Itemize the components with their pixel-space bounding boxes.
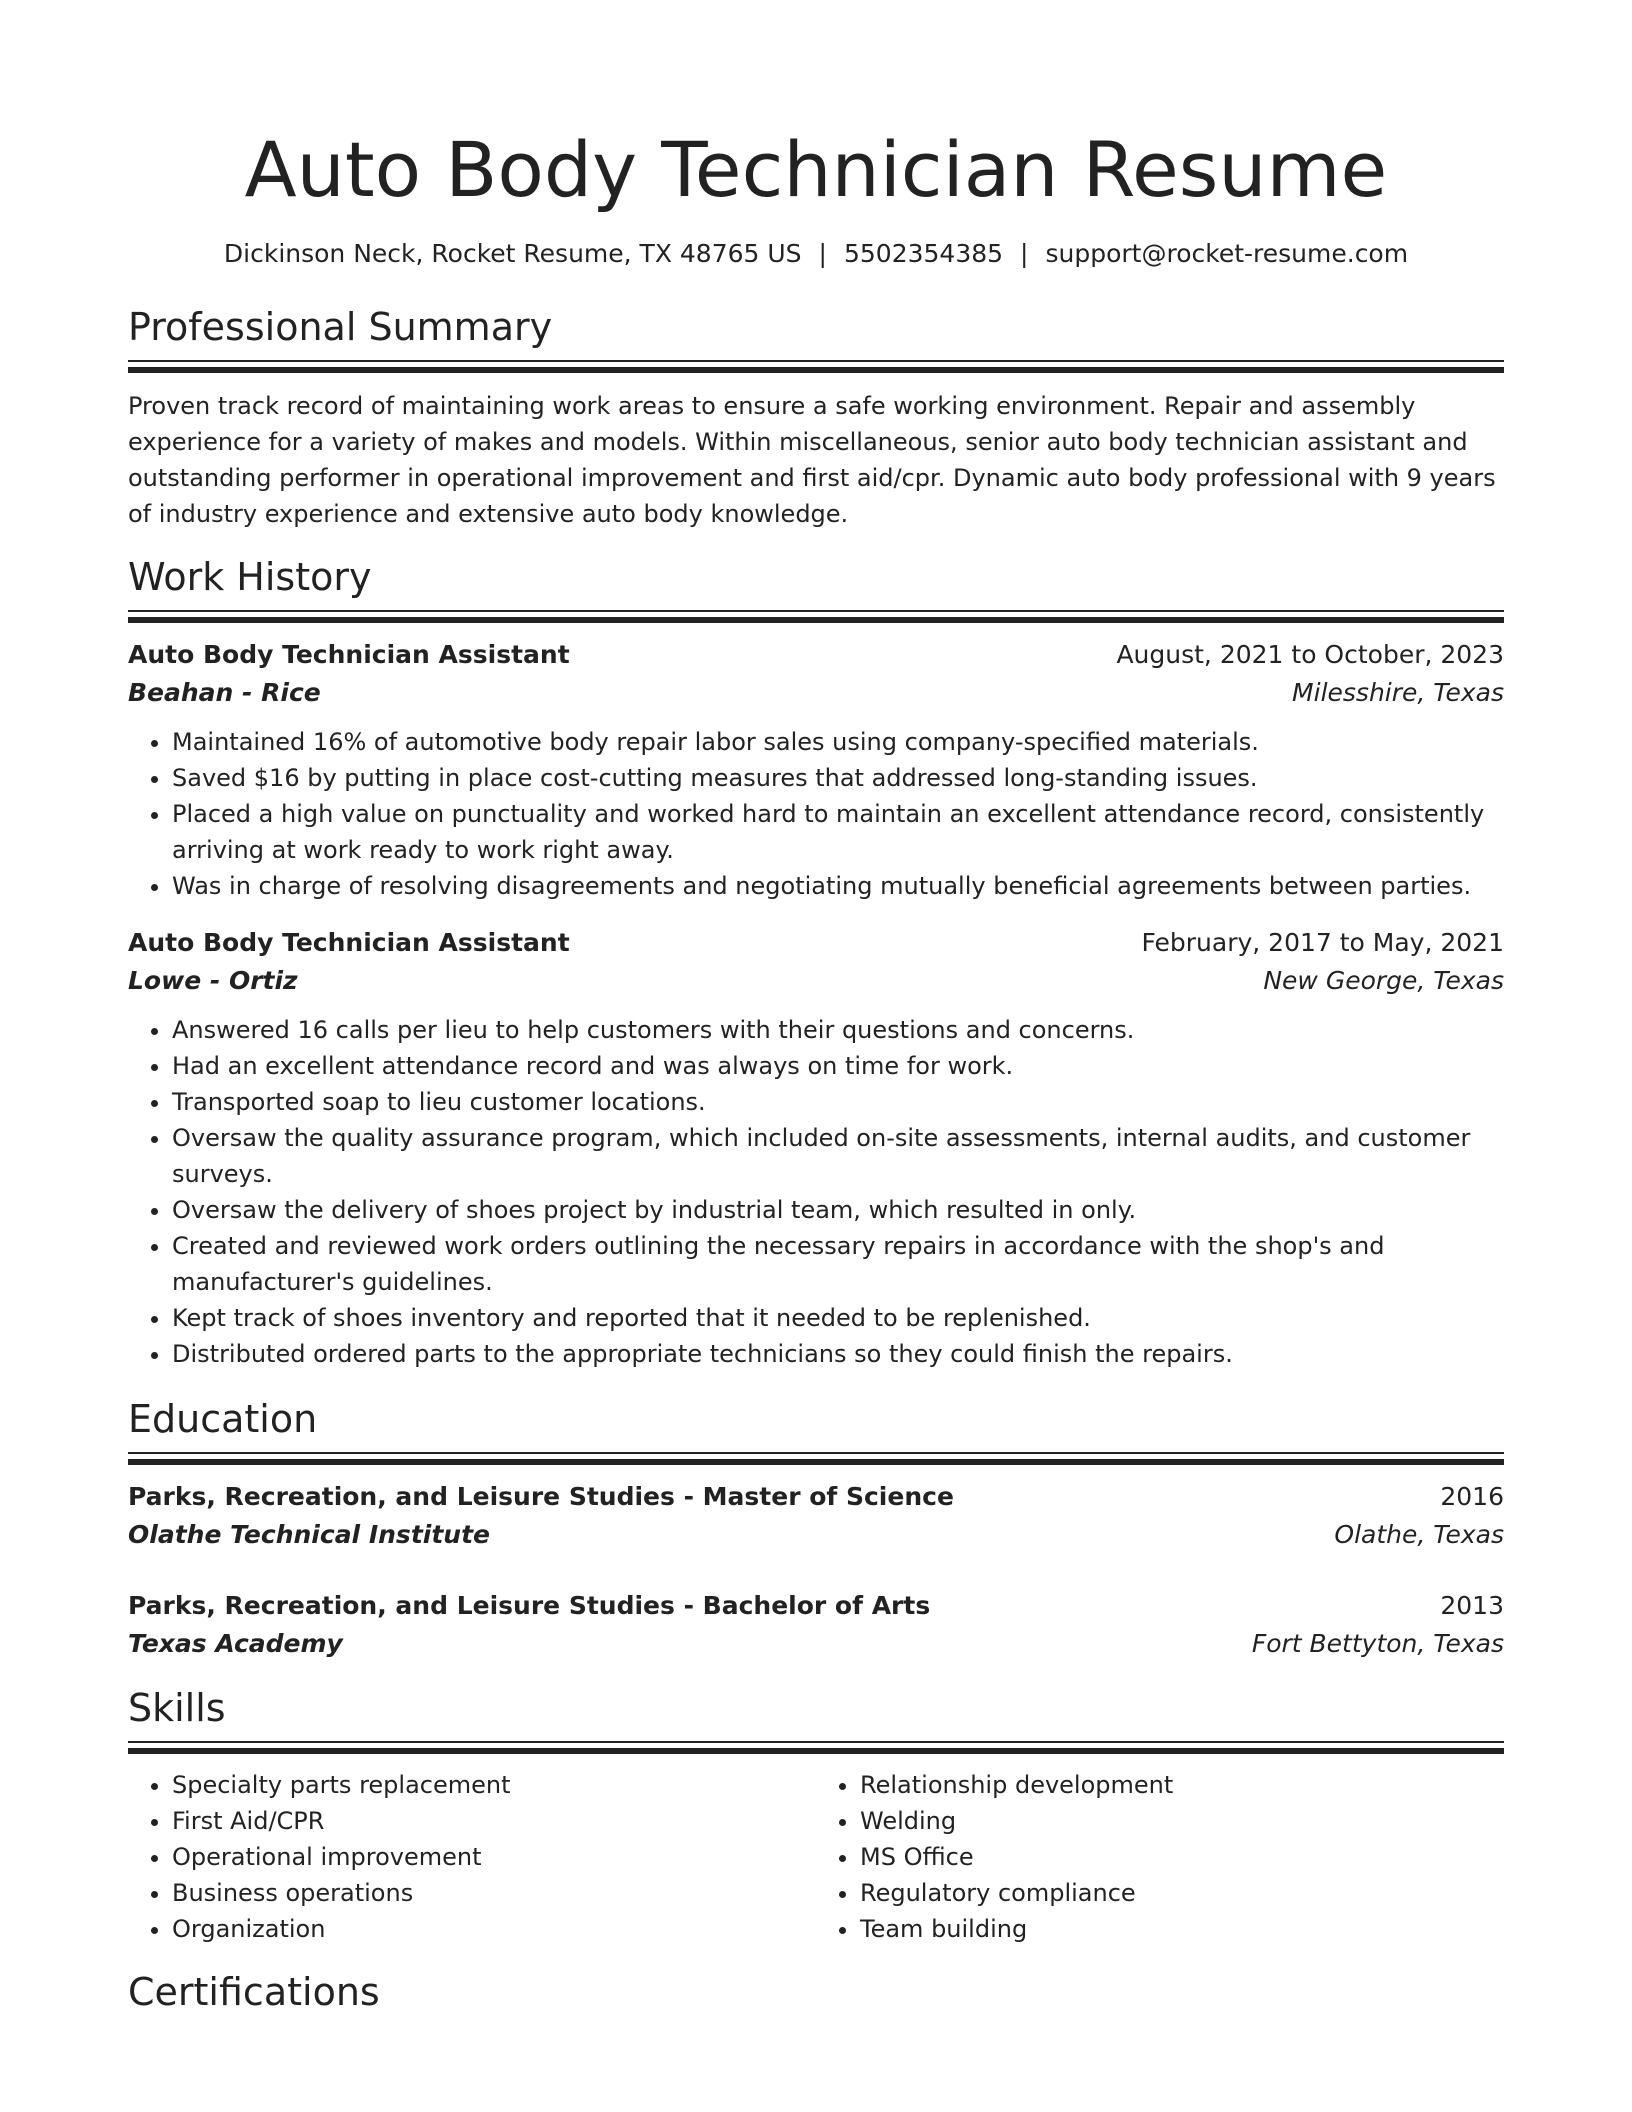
section-divider xyxy=(128,610,1504,622)
job-dates: August, 2021 to October, 2023 xyxy=(1116,640,1504,669)
skills-column-left xyxy=(128,1767,816,1947)
list-item: • Kept track of shoes inventory and reported that it needed to be replenished. xyxy=(172,1300,1504,1336)
list-item: • Saved $16 by putting in place cost-cutting measures that addressed long-standing issues. xyxy=(172,760,1504,796)
section-divider xyxy=(128,1452,1504,1464)
education-location: Fort Bettyton, Texas xyxy=(1251,1629,1504,1658)
list-item: • Transported soap to lieu customer locations. xyxy=(172,1084,1504,1120)
job-bullets xyxy=(128,1012,1504,1372)
job-company: Beahan - Rice xyxy=(128,678,321,707)
job-location: Milesshire, Texas xyxy=(1292,678,1504,707)
skill-item: • Welding xyxy=(860,1803,1504,1839)
job-entry xyxy=(128,924,1504,1372)
skills-heading: Skills xyxy=(128,1686,226,1730)
skill-item: • Specialty parts replacement xyxy=(172,1767,816,1803)
list-item: • Had an excellent attendance record and was always on time for work. xyxy=(172,1048,1504,1084)
list-item: • Oversaw the quality assurance program, which included on-site assessments, internal audits, and customer surveys. xyxy=(172,1120,1504,1192)
education-heading: Education xyxy=(128,1397,318,1441)
contact-address: Dickinson Neck, Rocket Resume, TX 48765 US xyxy=(223,239,802,268)
resume-title: Auto Body Technician Resume xyxy=(244,125,1388,214)
skill-item: • Team building xyxy=(860,1911,1504,1947)
job-title: Auto Body Technician Assistant xyxy=(128,928,570,957)
skills-grid xyxy=(128,1767,1504,1947)
work-section xyxy=(128,552,1504,1372)
job-title: Auto Body Technician Assistant xyxy=(128,640,570,669)
certifications-section xyxy=(128,1967,1504,2017)
education-school-row xyxy=(128,1625,1504,1663)
skill-item: • Regulatory compliance xyxy=(860,1875,1504,1911)
summary-text: Proven track record of maintaining work areas to ensure a safe working environment. Repair and assembly experience for a variety of makes and models. Within miscellaneous, senior auto body technician assistant and outstanding performer in operational improvement and first aid/cpr. Dynamic auto body professional with 9 years of industry experience and extensive auto body knowledge. xyxy=(128,392,1496,528)
skill-item: • MS Office xyxy=(860,1839,1504,1875)
list-item: • Maintained 16% of automotive body repair labor sales using company-specified materials. xyxy=(172,724,1504,760)
list-item: • Distributed ordered parts to the appropriate technicians so they could finish the repairs. xyxy=(172,1336,1504,1372)
education-header-row xyxy=(128,1478,1504,1516)
education-year: 2013 xyxy=(1440,1591,1504,1620)
list-item: • Oversaw the delivery of shoes project by industrial team, which resulted in only. xyxy=(172,1192,1504,1228)
job-entry xyxy=(128,636,1504,904)
summary-heading: Professional Summary xyxy=(128,305,553,349)
skill-item: • Business operations xyxy=(172,1875,816,1911)
education-degree: Parks, Recreation, and Leisure Studies - Master of Science xyxy=(128,1482,954,1511)
list-item: • Was in charge of resolving disagreements and negotiating mutually beneficial agreements between parties. xyxy=(172,868,1504,904)
job-company: Lowe - Ortiz xyxy=(128,966,298,995)
job-location: New George, Texas xyxy=(1263,966,1504,995)
education-entry xyxy=(128,1478,1504,1554)
education-school: Olathe Technical Institute xyxy=(128,1520,490,1549)
list-item: • Answered 16 calls per lieu to help customers with their questions and concerns. xyxy=(172,1012,1504,1048)
education-school: Texas Academy xyxy=(128,1629,343,1658)
education-degree: Parks, Recreation, and Leisure Studies - Bachelor of Arts xyxy=(128,1591,931,1620)
skills-section xyxy=(128,1683,1504,1947)
contact-line xyxy=(128,236,1504,272)
job-company-row xyxy=(128,962,1504,1000)
job-bullets xyxy=(128,724,1504,904)
education-location: Olathe, Texas xyxy=(1334,1520,1504,1549)
contact-phone: 5502354385 xyxy=(843,239,1004,268)
contact-separator: | xyxy=(1020,239,1029,268)
list-item: • Placed a high value on punctuality and worked hard to maintain an excellent attendance record, consistently arriving at work ready to work right away. xyxy=(172,796,1504,868)
skill-item: • Organization xyxy=(172,1911,816,1947)
job-header-row xyxy=(128,924,1504,962)
education-year: 2016 xyxy=(1440,1482,1504,1511)
education-entry xyxy=(128,1587,1504,1663)
section-divider xyxy=(128,1741,1504,1753)
skill-item: • First Aid/CPR xyxy=(172,1803,816,1839)
contact-email: support@rocket-resume.com xyxy=(1045,239,1409,268)
list-item: • Created and reviewed work orders outlining the necessary repairs in accordance with the shop's and manufacturer's guidelines. xyxy=(172,1228,1504,1300)
education-header-row xyxy=(128,1587,1504,1625)
contact-separator: | xyxy=(818,239,827,268)
skill-item: • Operational improvement xyxy=(172,1839,816,1875)
skill-item: • Relationship development xyxy=(860,1767,1504,1803)
summary-section xyxy=(128,302,1504,532)
skills-column-right xyxy=(816,1767,1504,1947)
education-school-row xyxy=(128,1516,1504,1554)
job-header-row xyxy=(128,636,1504,674)
certifications-heading: Certifications xyxy=(128,1970,380,2014)
job-dates: February, 2017 to May, 2021 xyxy=(1141,928,1504,957)
education-section xyxy=(128,1394,1504,1663)
section-divider xyxy=(128,360,1504,372)
job-company-row xyxy=(128,674,1504,712)
work-heading: Work History xyxy=(128,555,372,599)
